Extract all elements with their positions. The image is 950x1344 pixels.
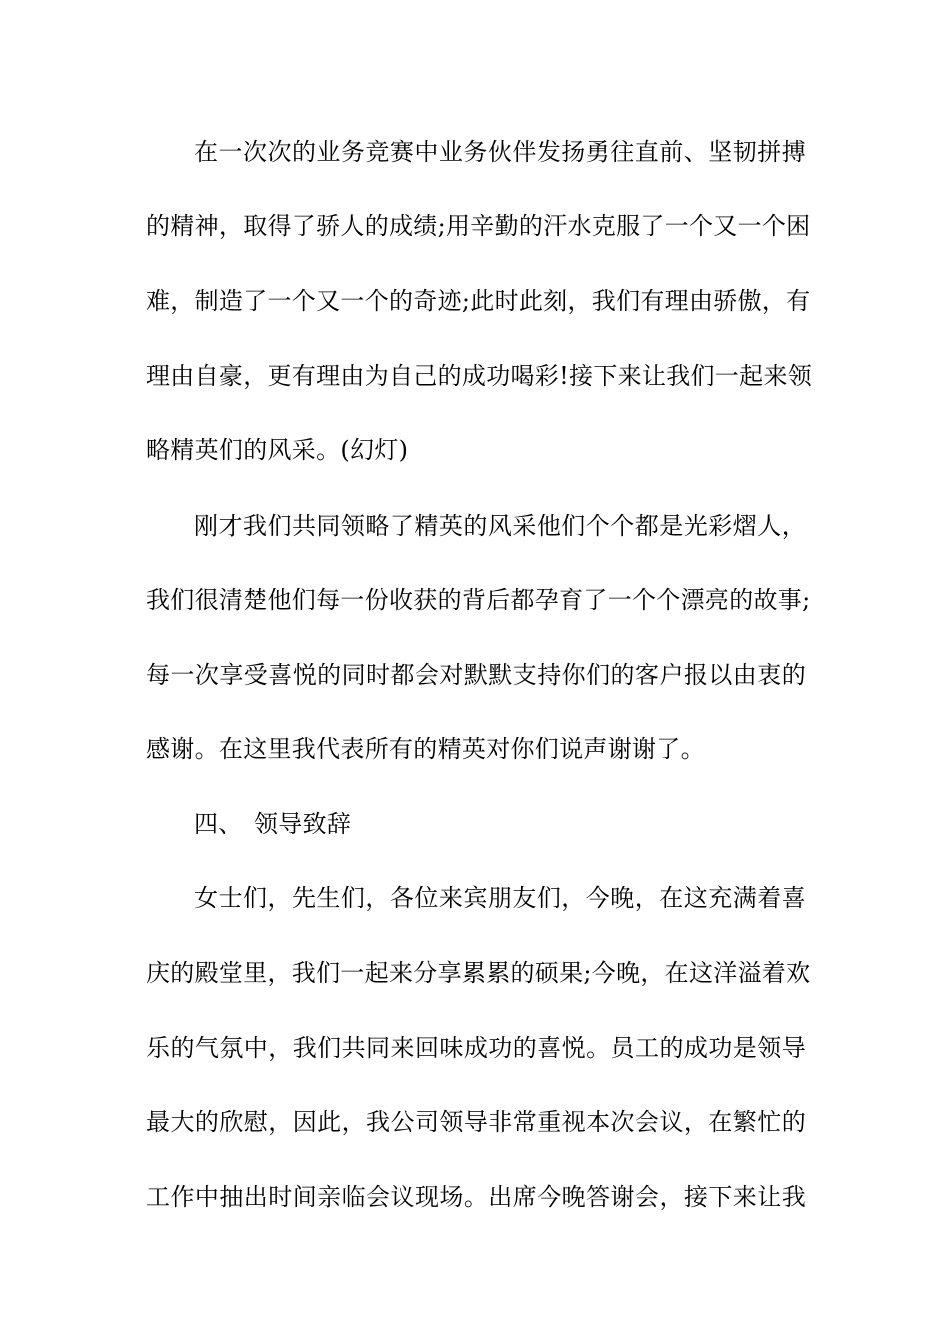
paragraph-line: 庆的殿堂里，我们一起来分享累累的硕果;今晚，在这洋溢着欢: [146, 959, 811, 987]
paragraph-line: 理由自豪，更有理由为自己的成功喝彩!接下来让我们一起来领: [146, 362, 813, 390]
paragraph-line: 每一次享受喜悦的同时都会对默默支持你们的客户报以由衷的: [146, 661, 806, 689]
paragraph-line: 我们很清楚他们每一份收获的背后都孕育了一个个漂亮的故事;: [146, 586, 811, 614]
paragraph-line: 略精英们的风采。(幻灯): [146, 436, 409, 464]
paragraph-line: 乐的气氛中，我们共同来回味成功的喜悦。员工的成功是领导: [146, 1034, 806, 1062]
paragraph-line: 的精神，取得了骄人的成绩;用辛勤的汗水克服了一个又一个困: [146, 212, 811, 240]
section-number: 四、: [194, 810, 243, 838]
paragraph-line: 在一次次的业务竞赛中业务伙伴发扬勇往直前、坚韧拼搏: [194, 138, 806, 166]
paragraph-line: 最大的欣慰，因此，我公司领导非常重视本次会议，在繁忙的: [146, 1108, 806, 1136]
paragraph-line: 刚才我们共同领略了精英的风采他们个个都是光彩熠人，: [194, 512, 806, 540]
paragraph-line: 女士们，先生们，各位来宾朋友们，今晚，在这充满着喜: [194, 884, 806, 912]
section-heading: [0, 804, 950, 844]
paragraph-line: 难，制造了一个又一个的奇迹;此时此刻，我们有理由骄傲，有: [146, 287, 811, 315]
paragraph-line: 工作中抽出时间亲临会议现场。出席今晚答谢会，接下来让我: [146, 1183, 806, 1211]
paragraph-line: 感谢。在这里我代表所有的精英对你们说声谢谢了。: [146, 735, 705, 763]
section-title: 领导致辞: [254, 810, 352, 838]
